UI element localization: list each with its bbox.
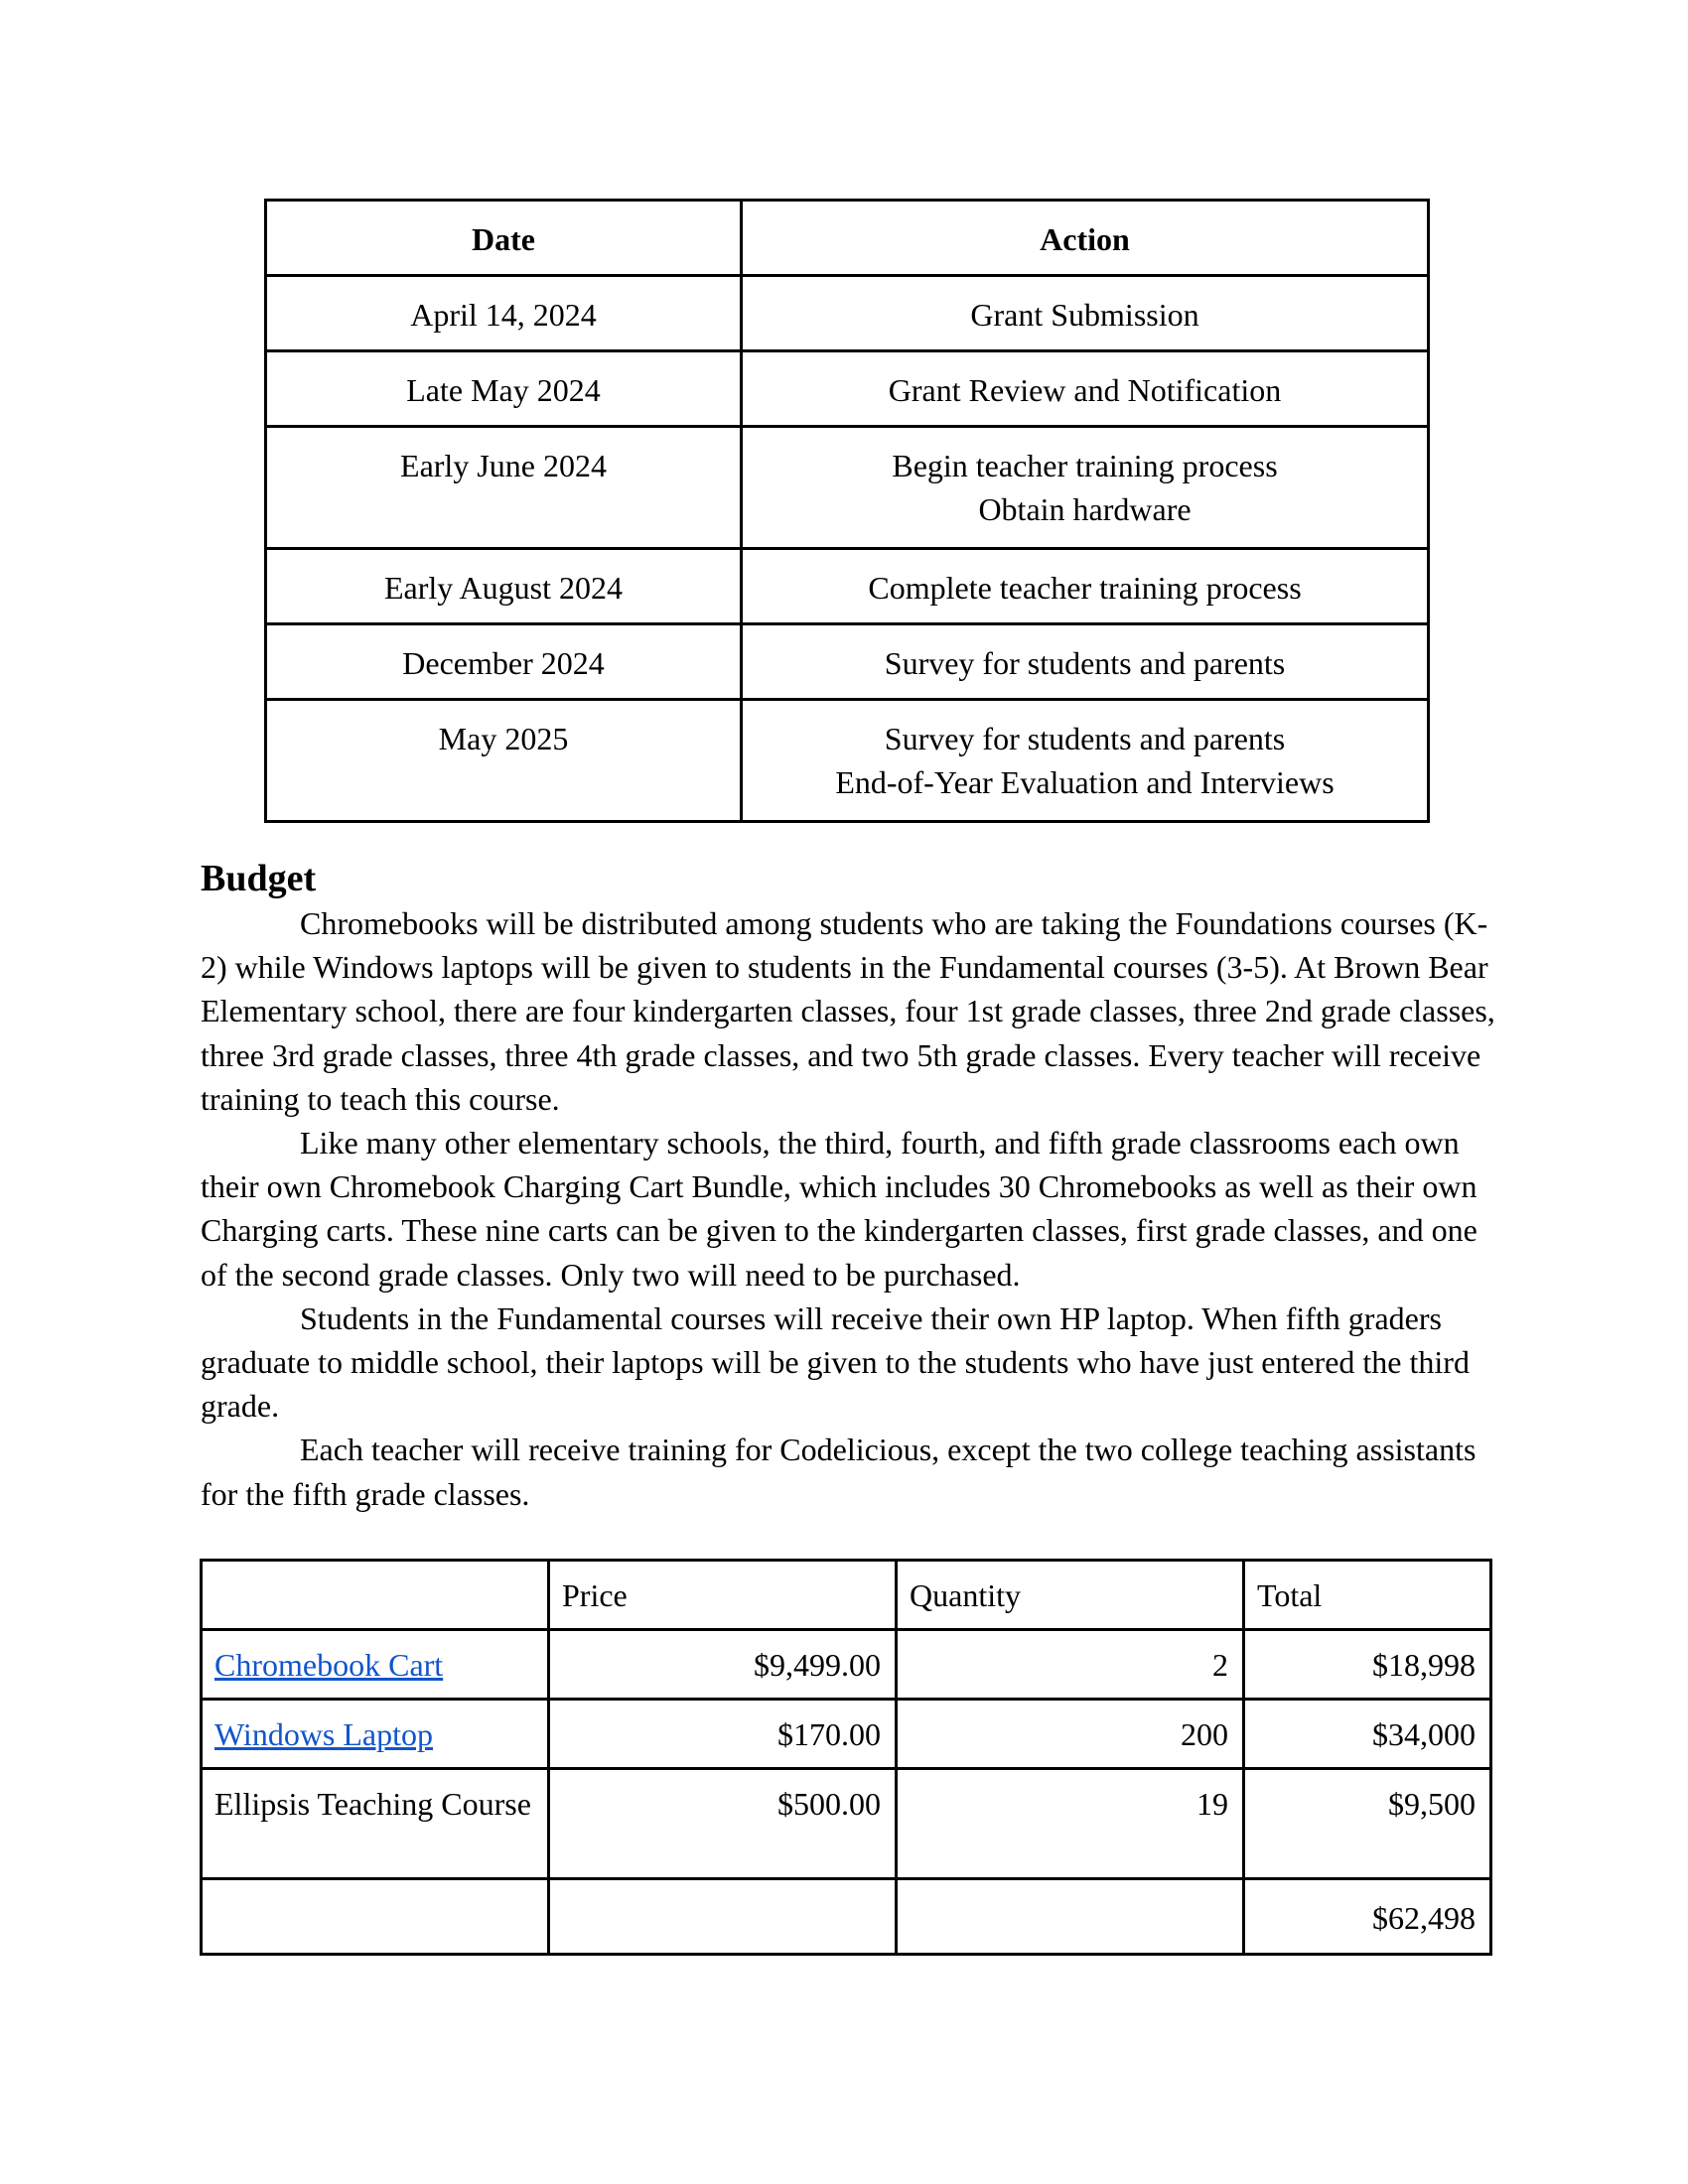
timeline-date-cell: April 14, 2024	[266, 276, 742, 351]
budget-table	[200, 1559, 1492, 1956]
budget-total-cell: $34,000	[1244, 1700, 1491, 1769]
budget-header-row	[202, 1561, 1491, 1630]
budget-total-cell: $18,998	[1244, 1630, 1491, 1700]
budget-row	[202, 1769, 1491, 1879]
chromebook-cart-link[interactable]: Chromebook Cart	[214, 1647, 444, 1683]
timeline-row	[266, 276, 1429, 351]
timeline-action-cell: Grant Review and Notification	[742, 351, 1429, 427]
timeline-date-cell: Late May 2024	[266, 351, 742, 427]
budget-total-cell: $9,500	[1244, 1769, 1491, 1879]
budget-row	[202, 1630, 1491, 1700]
empty-cell	[897, 1879, 1244, 1955]
budget-price-cell: $170.00	[549, 1700, 897, 1769]
budget-item-cell	[202, 1700, 549, 1769]
timeline-action-header: Action	[742, 201, 1429, 276]
empty-cell	[549, 1879, 897, 1955]
budget-body	[201, 901, 1511, 1516]
budget-heading: Budget	[201, 858, 317, 899]
budget-item-cell: Ellipsis Teaching Course	[202, 1769, 549, 1879]
timeline-header-row	[266, 201, 1429, 276]
budget-item-header	[202, 1561, 549, 1630]
budget-total-header: Total	[1244, 1561, 1491, 1630]
timeline-action-cell: Complete teacher training process	[742, 549, 1429, 624]
timeline-action-cell: Survey for students and parents	[742, 624, 1429, 700]
budget-paragraph: Students in the Fundamental courses will receive their own HP laptop. When fifth graders graduate to middle school, their laptops will be given to the students who have just entered the third grade.	[201, 1299, 1470, 1425]
timeline-table	[264, 199, 1430, 823]
budget-price-cell: $9,499.00	[549, 1630, 897, 1700]
timeline-date-header: Date	[266, 201, 742, 276]
timeline-date-cell: December 2024	[266, 624, 742, 700]
timeline-date-cell: Early August 2024	[266, 549, 742, 624]
budget-grand-total: $62,498	[1244, 1879, 1491, 1955]
windows-laptop-link[interactable]: Windows Laptop	[214, 1716, 434, 1752]
timeline-action-cell: Begin teacher training process Obtain hardware	[742, 427, 1429, 549]
budget-quantity-header: Quantity	[897, 1561, 1244, 1630]
budget-price-cell: $500.00	[549, 1769, 897, 1879]
budget-quantity-cell: 200	[897, 1700, 1244, 1769]
timeline-row	[266, 700, 1429, 822]
timeline-action-cell: Survey for students and parents End-of-Year Evaluation and Interviews	[742, 700, 1429, 822]
timeline-action-cell: Grant Submission	[742, 276, 1429, 351]
budget-paragraph: Like many other elementary schools, the third, fourth, and fifth grade classrooms each own their own Chromebook Charging Cart Bundle, which includes 30 Chromebooks as well as their own Charging carts. These nine carts can be given to the kindergarten classes, first grade classes, and one of the second grade classes. Only two will need to be purchased.	[201, 1125, 1477, 1293]
timeline-row	[266, 351, 1429, 427]
empty-cell	[202, 1879, 549, 1955]
budget-item-cell	[202, 1630, 549, 1700]
budget-quantity-cell: 19	[897, 1769, 1244, 1879]
budget-price-header: Price	[549, 1561, 897, 1630]
timeline-row	[266, 549, 1429, 624]
budget-paragraph: Each teacher will receive training for Codelicious, except the two college teaching assistants for the fifth grade classes.	[201, 1432, 1477, 1512]
budget-grand-total-row	[202, 1879, 1491, 1955]
timeline-row	[266, 624, 1429, 700]
budget-quantity-cell: 2	[897, 1630, 1244, 1700]
timeline-row	[266, 427, 1429, 549]
budget-paragraph: Chromebooks will be distributed among students who are taking the Foundations courses (K-2) while Windows laptops will be given to students in the Fundamental courses (3-5). At Brown Bear Elementary school, there are four kindergarten classes, four 1st grade classes, three 2nd grade classes, three 3rd grade classes, three 4th grade classes, and two 5th grade classes. Every teacher will receive training to teach this course.	[201, 905, 1495, 1117]
budget-row	[202, 1700, 1491, 1769]
timeline-date-cell: May 2025	[266, 700, 742, 822]
timeline-date-cell: Early June 2024	[266, 427, 742, 549]
